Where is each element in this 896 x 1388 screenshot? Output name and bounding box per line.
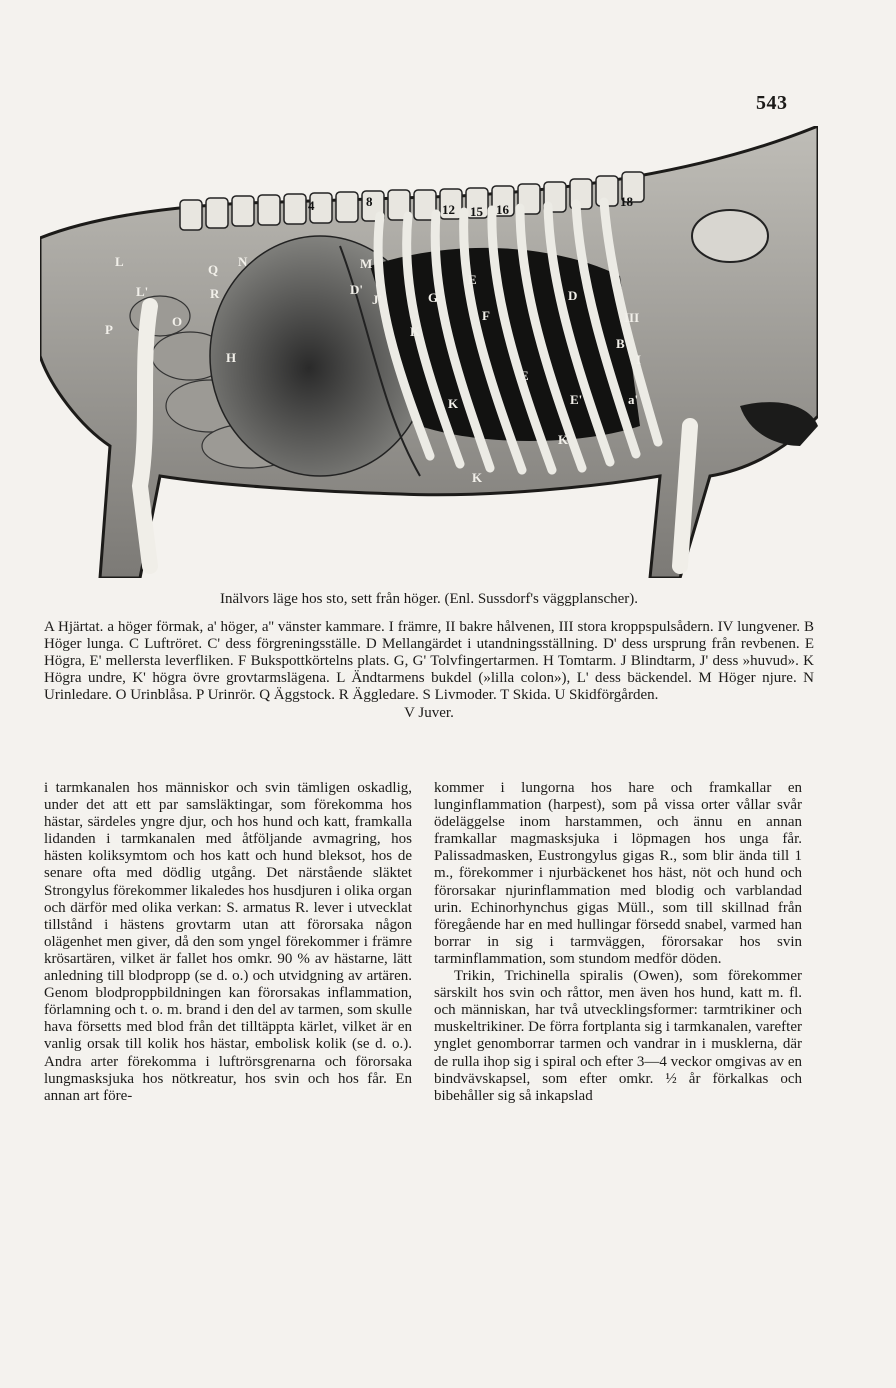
svg-text:E': E' <box>570 392 583 407</box>
page-number: 543 <box>756 92 788 114</box>
right-text-column <box>434 780 802 1105</box>
svg-text:D': D' <box>350 282 363 297</box>
paragraph: kommer i lungorna hos hare och framkallar en lunginflammation (harpest), som på vissa orter vållar svår ödeläggelse inom harstammen, och ännu en annan framkallar magmasksjuka i löpmagen hos unga får. Palissadmasken, Eustrongylus gigas R., som blir ända till 1 m., förekommer i njurbäckenet hos häst, nöt och hund och förorsakar njurinflammation med blodig och varblandad urin. Echinorhynchus gigas Müll., som till skillnad från föregående har en med hullingar försedd snabel, varmed han borrar in sig i tarmväggen, förorsakar hos svin tarminflammation, som stundom medför döden. <box>434 780 802 967</box>
svg-text:8: 8 <box>366 194 373 209</box>
svg-text:I: I <box>636 352 642 367</box>
svg-text:O: O <box>172 314 183 329</box>
svg-text:M: M <box>360 256 373 271</box>
svg-text:12: 12 <box>442 202 455 217</box>
svg-text:16: 16 <box>496 202 509 217</box>
caption-legend: A Hjärtat. a höger förmak, a' höger, a'' vänster kammare. I främre, II bakre hålvenen, III stora kroppspulsådern. IV lungvener. B Höger lunga. C Luftröret. C' dess förgreningsställe. D Mellangärdet i utandningsställning. D' dess ursprung från revbenen. E Högra, E' mellersta leverfliken. F Bukspottkörtelns plats. G, G' Tolvfingertarmen. H Tomtarm. J Blindtarm, J' dess »huvud». K Högra undre, K' högra övre grovtarmslägena. L Ändtarmens bukdel (»lilla colon»), L' dess bäckendel. M Höger njure. N Urinledare. O Urinblåsa. P Urinrör. Q Äggstock. R Äggledare. S Livmoder. T Skida. U Skidförgården. <box>44 619 814 703</box>
hind-leg <box>680 426 690 566</box>
left-text-column <box>44 780 412 1105</box>
svg-text:Q: Q <box>208 262 219 277</box>
svg-text:III: III <box>624 310 640 325</box>
svg-text:L': L' <box>136 284 149 299</box>
svg-text:R: R <box>210 286 220 301</box>
paragraph: Trikin, Trichinella spiralis (Owen), som förekommer särskilt hos svin och råttor, men även hos hund, katt m. fl. och människan, har två utvecklingsformer: tarmtrikiner och muskeltrikiner. De förra fortplanta sig i tarmkanalen, varefter ynglet genomborrar tarmen och vandrar in i musklerna, där de rulla ihop sig i spiral och efter 3—4 veckor omgivas av en bindvävskapsel, som efter omkr. ½ år förkalkas och bibehåller sig så inkapslad <box>434 968 802 1104</box>
svg-text:a': a' <box>628 392 639 407</box>
svg-text:F: F <box>482 308 490 323</box>
svg-text:K: K <box>410 324 421 339</box>
figure-caption <box>44 590 814 722</box>
svg-text:K': K' <box>558 432 572 447</box>
svg-text:4: 4 <box>308 198 315 213</box>
svg-text:B: B <box>616 336 625 351</box>
svg-text:L: L <box>115 254 124 269</box>
horse-viscera-drawing <box>40 126 818 578</box>
svg-text:G: G <box>428 290 439 305</box>
svg-text:15: 15 <box>470 204 483 219</box>
anatomical-illustration <box>40 126 818 578</box>
svg-text:N: N <box>238 254 248 269</box>
svg-text:E: E <box>468 272 477 287</box>
svg-text:D: D <box>568 288 578 303</box>
caption-title: Inälvors läge hos sto, sett från höger. (Enl. Sussdorf's väggplanscher). <box>219 591 639 607</box>
shoulder-bone <box>140 306 150 566</box>
caption-legend-end: V Juver. <box>404 705 454 721</box>
hip-joint <box>692 210 768 262</box>
svg-text:H: H <box>226 350 237 365</box>
paragraph: i tarmkanalen hos människor och svin tämligen oskadlig, under det att ett par samsläktingar, som förekomma hos hästar, särdeles yngre djur, och hos hund och katt, framkalla lidanden i tarmkanalen med åtföljande avmagring, hos hästen koliksymtom och hos katt och hund bleksot, hos de senare ofta med dödlig utgång. Det närstående släktet Strongylus förekommer likaledes hos husdjuren i olika organ och därför med olika verkan: S. armatus R. lever i utvecklat tillstånd i hästens grovtarm utan att förorsaka någon olägenhet men giver, då den som yngel förekommer i främre krösartären, vilket är fallet hos omkr. 90 % av hästarne, lätt anledning till blodpropp (se d. o.) och utvidgning av artären. Genom blodproppbildningen kan förorsakas inflammation, förlamning och t. o. m. brand i den del av tarmen, som skulle hava försetts med blod från det tilltäppta kärlet, vilket är en vanlig orsak till kolik hos hästar, embolisk kolik (se d. o.). Andra arter förekomma i luftrörsgrenarna och förorsaka lungmasksjuka hos nötkreatur, hos svin och hos får. En annan art före- <box>44 780 412 1104</box>
svg-text:18: 18 <box>620 194 633 209</box>
svg-text:J': J' <box>372 292 383 307</box>
svg-text:P: P <box>105 322 113 337</box>
svg-text:E: E <box>520 368 529 383</box>
svg-text:K: K <box>472 470 483 485</box>
svg-text:K: K <box>448 396 459 411</box>
